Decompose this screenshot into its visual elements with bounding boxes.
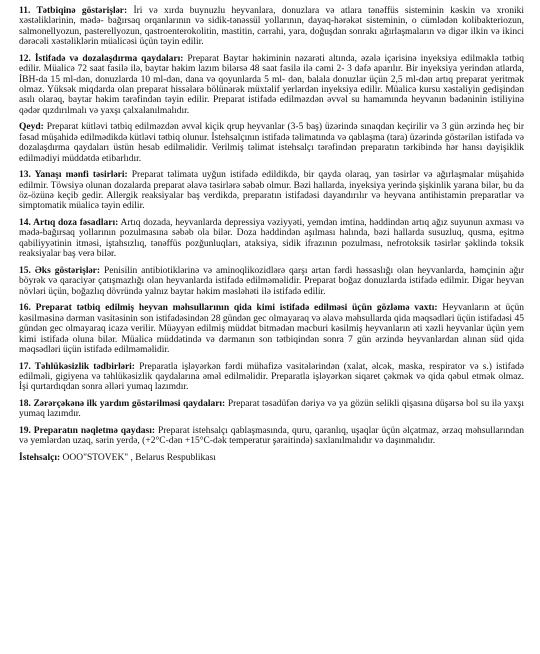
section-overdose <box>19 218 524 260</box>
section-heading: 13. Yanaşı mənfi təsirləri: <box>19 170 128 181</box>
section-safety-measures <box>19 362 524 393</box>
section-heading: 16. Preparat tətbiq edilmiş heyvan məhsullarının qida kimi istifadə edilməsi üçün gözləmə vaxtı: <box>19 303 438 314</box>
section-first-aid <box>19 399 524 420</box>
section-heading: 11. Tətbiqinə göstərişlər: <box>19 6 128 16</box>
section-contraindications <box>19 266 524 297</box>
section-heading: İstehsalçı: <box>19 452 61 463</box>
section-text: OOO"STOVEK" , Belarus Respublikası <box>62 452 216 463</box>
section-heading: 18. Zərərçəkənə ilk yardım göstərilməsi qaydaları: <box>19 398 226 409</box>
section-transport <box>19 426 524 447</box>
section-text: Preparat təlimata uyğun istifadə edildikdə, bir qayda olaraq, yan təsirlər və ağırlaşmalar müşahidə edilmir. Töwsiyə olunan dozalarda preparat əlavə təsirlərə səbəb olmur. Bəzi hallarda, inyeksiya yerində şişkinlik yarana bilər, bu da öz-özünə keçib gedir. Allergik reaksiyalar baş verdikdə, preparatın istifadəsi dayandırılır və heyvana antihistamin preparatlar və simptomatik müalicə təyin edilir. <box>19 170 525 212</box>
section-text: Artıq dozada, heyvanlarda depressiya vəziyyəti, yemdən imtina, həddindən artıq ağız suyunun axması və mədə-bağırsaq yollarının pozulmasına səbəb ola bilər. Doza həddindən aşılması halında, bəzi hallarda susuzluq, qusma, eşitmə qabiliyyətinin itməsi, iştahsızlıq, tənəffüs pozğunluqları, ataksiya, sidik ifrazının pozulması, nefrotoksik təsirlər şəklində toksik reaksiyalar baş verə bilər. <box>19 218 524 260</box>
section-heading: 15. Əks göstərişlər: <box>19 265 101 276</box>
section-side-effects <box>19 170 524 212</box>
section-manufacturer <box>19 453 524 463</box>
section-text: Heyvanların ət üçün kəsilməsinə dərman vasitəsinin son istifadəsindən 28 gündən gec olmayaraq və əlavə məhsullarda qida məqsədləri üçün istifadəsi 45 gündən gec olmayaraq icazə verilir. Müəyyən edilmiş müddət bitmədən məcburi kəsilmiş heyvanların əti xəzli heyvanlar üçün yem kimi istifadə oluna bilər. Müalicə müddətində və dərmanın son tətbiqindən sonra 7 gün ərzində heyvanlardan alınan süd qida məqsədləri üçün istifadə edilməməlidir. <box>19 303 525 355</box>
section-heading: 17. Təhlükəsizlik tədbirləri: <box>19 361 135 372</box>
section-indications <box>19 6 524 48</box>
section-withdrawal-period <box>19 303 524 355</box>
section-note <box>19 122 524 164</box>
section-text: Penisilin antibiotiklərinə və aminoqlikozidlərə qarşı artan fərdi həssaslığı olan heyvanlarda, həmçinin ağır böyrək və qaraciyər çatışmazlığı olan heyvanlarda istifadə edilməməlidir. Preparat boğaz donuzlarda istifadə edilmir. Digər heyvan növləri üçün, boğazlıq dövründə yalnız baytar həkim məsləhəti ilə istifadə edilir. <box>19 265 525 297</box>
section-text: İri və xırda buynuzlu heyvanlara, donuzlara və atlara tənəffüs sisteminin kəskin və xroniki xəstəliklərinin, mədə- bağırsaq orqanlarının və sidik-tənəssül yollarının, dayaq-hərəkət sisteminin, o cümlədən kolibakteriozun, salmonellyozun, pasterellyozun, qastroenterokolitin, mastitin, cərrahi, yara, doğuşdan sonrakı ağırlaşmaların və digər ilkin və ikinci dərəcəli xəstəliklərin müalicəsi üçün təyin edilir. <box>19 6 525 48</box>
section-dosage <box>19 54 524 116</box>
section-heading: Qeyd: <box>19 122 44 133</box>
section-heading: 19. Preparatın nəqletmə qaydası: <box>19 425 156 436</box>
section-text: Preparatla işləyərkən fərdi mühafizə vasitələrindən (xalat, əlcək, maska, respirator və s.) istifadə edilməli, gigiyena və təhlükəsizlik qaydalarına əməl edilməlidir. Preparatla işləyərkən siqaret çəkmək və qida qəbul etmək olmaz. İşi qurtardıqdan sonra əlləri yumaq lazımdır. <box>19 361 524 393</box>
section-text: Preparat təsadüfən dəriyə və ya gözün selikli qişasına düşərsə bol su ilə yaxşı yumaq lazımdır. <box>19 398 525 420</box>
section-heading: 14. Artıq doza fəsadları: <box>19 218 119 229</box>
section-text: Preparat Baytar həkiminin nəzarəti altında, əzələ içərisinə inyeksiya edilməklə tətbiq edilir. Müalicə 72 saat fasilə ilə, baytar həkim lazım bilərsə 48 saat fasilə ilə cəmi 2- 3 dəfə aparılır. Bir inyeksiya yerindən atlarda, İBH-da 15 ml-dən, donuzlarda 10 ml-dən, dana və qoyunlarda 5 ml- dən, balala donuzlar üçün 2,5 ml-dən artıq preparat yeritmək olmaz. Yüksək miqdarda olan preparat hissələrə bölünərək müxtəlif yerlərdən inyeksiya edilir. Müalicə kursu xəstəliyin gedişindən asılı olaraq, baytar həkim tərəfindən təyin edilir. Preparat istifadə edilməzdən əvvəl su hamamında heyvanın bədəninin istiliyinə qədər qızdırılmalı və yaxşı çalxalanılmalıdır. <box>19 53 525 116</box>
section-text: Preparat kütləvi tətbiq edilməzdən əvvəl kiçik qrup heyvanlar (3-5 baş) üzərində sınaqdan keçirilir və 3 gün ərzində heç bir fəsad müşahidə edilmədikdə kütləvi tətbiq olunur. İstehsalçının istifadə təlimatında və qablaşma (tara) üzərində göstərilən istifadə və dozalaşdırma qaydaları üstün hesab edilməlidir. Verilmiş təlimat istehsalçı tərəfindən preparatın tərkibində hər hansı dəyişiklik edilmədiyi müddətdə etibarlıdır. <box>19 122 524 164</box>
section-text: Preparat istehsalçı qablaşmasında, quru, qaranlıq, uşaqlar üçün əlçatmaz, ərzaq məhsullarından və yemlərdən uzaq, sərin yerdə, (+2°C-dən +15°C-dək temperatur şəraitində) saxlanılmalıdır və daşınmalıdır. <box>19 425 524 447</box>
section-heading: 12. İstifadə və dozalaşdırma qaydaları: <box>19 53 184 64</box>
